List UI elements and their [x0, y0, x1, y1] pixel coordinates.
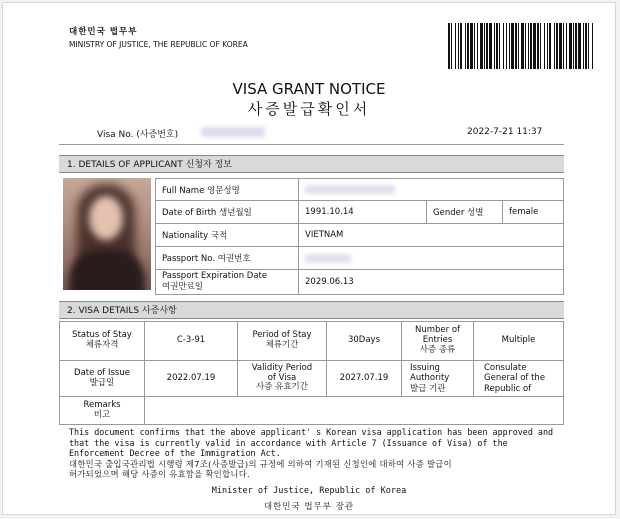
- number-of-entries-value: Multiple: [473, 321, 564, 361]
- document-title-korean: 사증발급확인서: [247, 100, 371, 118]
- authority-value-line2: General of the: [484, 373, 546, 384]
- passport-number-label: Passport No. 여권번호: [155, 246, 299, 270]
- full-name-value: [298, 178, 564, 201]
- dob-value: 1991.10.14: [298, 200, 427, 224]
- visa-grant-notice-document: [2, 2, 616, 515]
- authority-label-line1: Issuing: [410, 362, 440, 373]
- ministry-name-korean: 대한민국 법무부: [69, 27, 138, 37]
- entries-label-line1: Number of: [414, 325, 461, 336]
- barcode-image: [448, 23, 594, 69]
- ministry-name-english: MINISTRY OF JUSTICE, THE REPUBLIC OF KOREA: [69, 40, 248, 49]
- status-of-stay-label-en: Status of Stay: [72, 330, 132, 341]
- applicant-photo: [63, 178, 151, 290]
- period-of-stay-label-en: Period of Stay: [252, 330, 312, 341]
- statement-en-line1: This document confirms that the above applicant' s Korean visa application has been approved and: [69, 427, 554, 437]
- statement-en-line2: that the visa is currently valid in accordance with Article 7 (Issuance of Visa) of the: [69, 437, 508, 448]
- number-of-entries-label: [401, 321, 474, 361]
- issuing-authority-value: [473, 360, 564, 397]
- remarks-label: [59, 396, 145, 425]
- remarks-label-ko: 비고: [93, 409, 111, 420]
- authority-label-ko: 발급 기관: [410, 383, 446, 394]
- nationality-label: Nationality 국적: [155, 223, 299, 247]
- visa-number-redacted: [201, 127, 265, 137]
- signatory-korean: 대한민국 법무부 장관: [263, 502, 355, 512]
- remarks-label-en: Remarks: [83, 399, 121, 410]
- divider: [59, 144, 564, 145]
- document-title-english: VISA GRANT NOTICE: [232, 80, 386, 98]
- signatory-english: Minister of Justice, Republic of Korea: [211, 486, 407, 496]
- validity-period-label: [237, 360, 327, 397]
- nationality-value: VIETNAM: [298, 223, 564, 247]
- section-visa-heading: 2. VISA DETAILS 사증사항: [59, 301, 564, 319]
- validity-period-value: 2027.07.19: [326, 360, 402, 397]
- status-of-stay-label-ko: 체류자격: [85, 340, 119, 350]
- full-name-label: Full Name 영문성명: [155, 178, 299, 201]
- date-of-issue-value: 2022.07.19: [144, 360, 238, 397]
- visa-number-label: Visa No. (사증번호): [97, 130, 179, 140]
- validity-label-line2: of Visa: [267, 372, 297, 383]
- status-of-stay-value: C-3-91: [144, 321, 238, 361]
- date-of-issue-label-ko: 발급일: [89, 377, 115, 388]
- status-of-stay-label: [59, 321, 145, 361]
- statement-ko-line1: 대한민국 출입국관리법 시행령 제7조(사증발급)의 규정에 의하여 기재된 신청인에 대하여 사증 발급이: [69, 458, 452, 469]
- remarks-value: [144, 396, 564, 425]
- statement-ko-line2: 허가되었으며 해당 사증이 유효함을 확인합니다.: [69, 469, 250, 479]
- authority-value-line3: Republic of: [484, 383, 532, 394]
- validity-label-ko: 사증 유효기간: [256, 382, 308, 393]
- validity-label-line1: Validity Period: [251, 362, 313, 373]
- authority-label-line2: Authority: [410, 373, 450, 384]
- passport-number-value: [298, 246, 564, 270]
- date-of-issue-label-en: Date of Issue: [74, 367, 130, 378]
- passport-expiration-label: [155, 269, 299, 295]
- authority-value-line1: Consulate: [484, 362, 527, 373]
- confirmation-statement: [69, 427, 569, 480]
- period-of-stay-value: 30Days: [326, 321, 402, 361]
- passport-expiration-label-ko: 여권만료일: [162, 282, 204, 292]
- period-of-stay-label: [237, 321, 327, 361]
- section-applicant-heading: 1. DETAILS OF APPLICANT 신청자 정보: [59, 155, 564, 173]
- passport-expiration-label-en: Passport Expiration Date: [162, 271, 268, 281]
- statement-en-line3: Enforcement Decree of the Immigration Act.: [69, 448, 281, 458]
- gender-label: Gender 성별: [426, 200, 503, 224]
- gender-value: female: [502, 200, 564, 224]
- dob-label: Date of Birth 생년월일: [155, 200, 299, 224]
- issuing-authority-label: [401, 360, 474, 397]
- passport-expiration-value: 2029.06.13: [298, 269, 564, 295]
- entries-label-line2: Entries: [422, 335, 453, 346]
- date-of-issue-label: [59, 360, 145, 397]
- period-of-stay-label-ko: 체류기간: [265, 340, 299, 350]
- entries-label-ko: 사증 종류: [419, 344, 456, 355]
- issued-datetime: 2022-7-21 11:37: [467, 127, 543, 137]
